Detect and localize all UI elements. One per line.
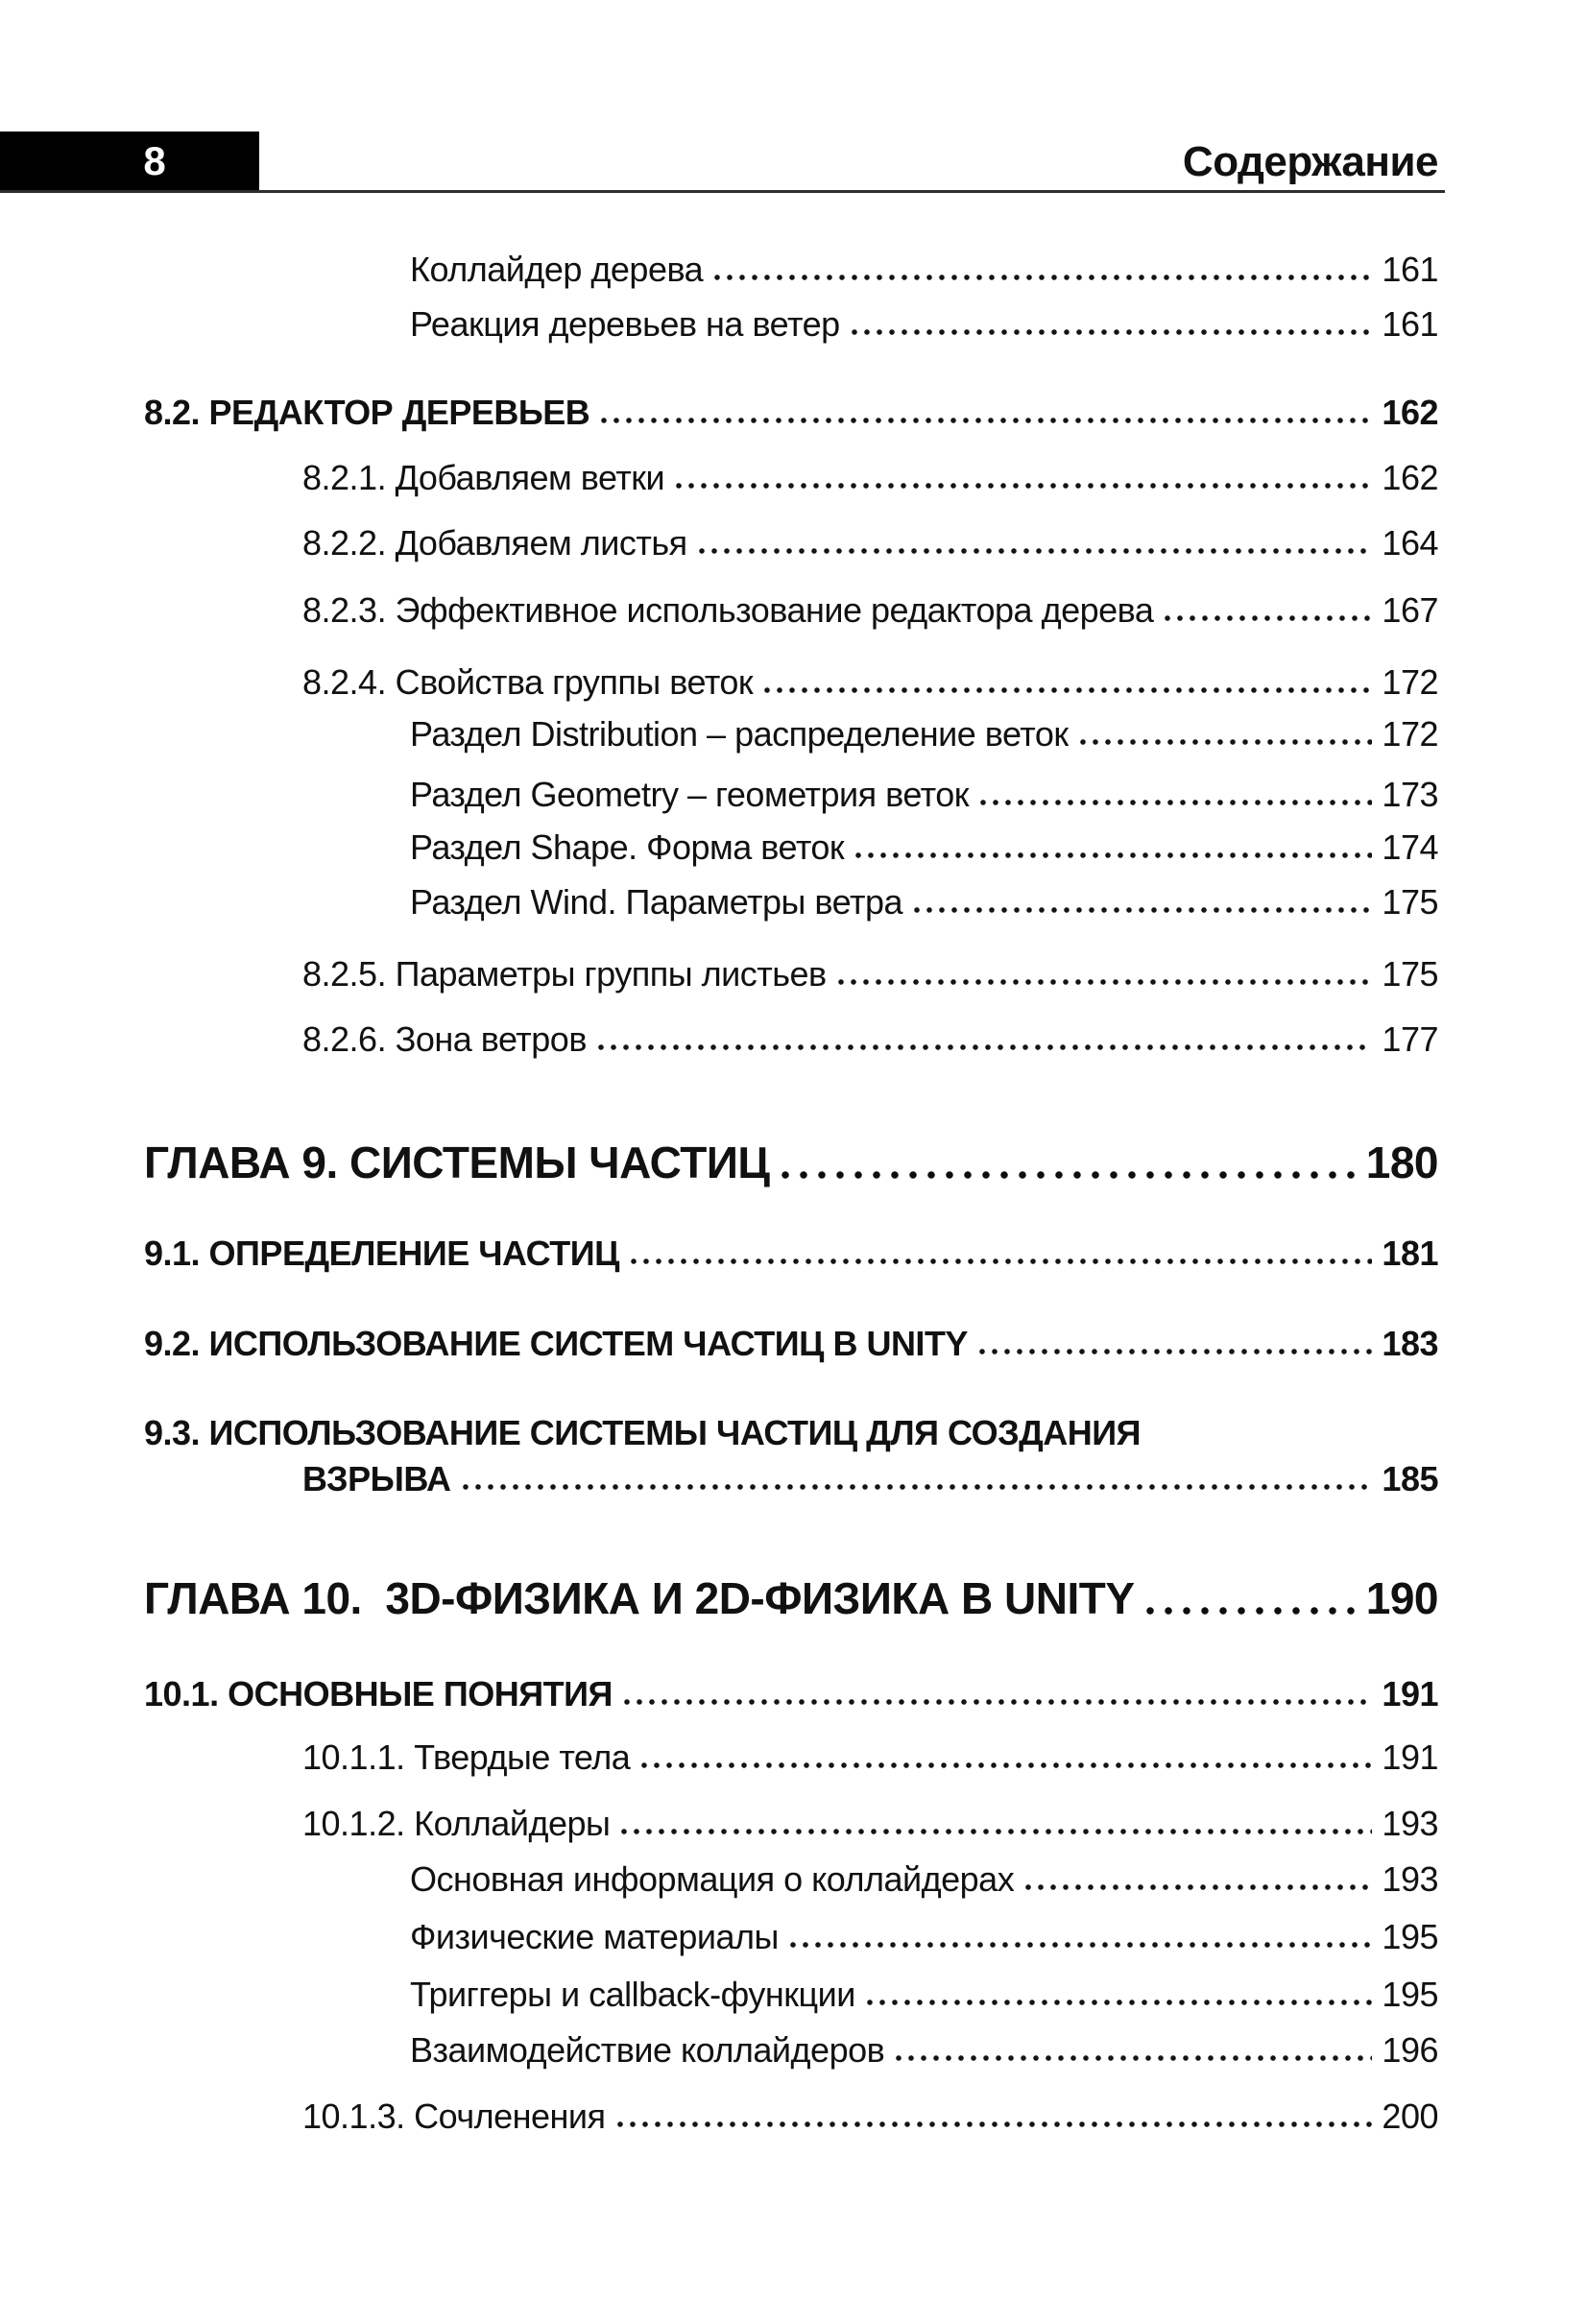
toc-entry-page: 191 (1382, 1674, 1438, 1713)
toc-entry-label: 9.1. ОПРЕДЕЛЕНИЕ ЧАСТИЦ (144, 1234, 619, 1273)
toc-entry (302, 954, 1438, 994)
toc-entry-label: 9.3. ИСПОЛЬЗОВАНИЕ СИСТЕМЫ ЧАСТИЦ ДЛЯ СОЗДАНИЯ (144, 1413, 1142, 1452)
toc-entry-page: 196 (1382, 2030, 1438, 2070)
dot-leader (714, 275, 1372, 280)
toc-entry (144, 1573, 1438, 1624)
dot-leader (463, 1484, 1373, 1490)
toc-entry-page: 172 (1382, 662, 1438, 702)
dot-leader (699, 548, 1373, 554)
toc-entry-label: ГЛАВА 10. 3D-ФИЗИКА И 2D-ФИЗИКА В UNITY (144, 1573, 1135, 1623)
toc-entry-label: Раздел Distribution – распределение веток (410, 714, 1069, 754)
dot-leader (852, 329, 1373, 335)
toc-entry-page: 161 (1382, 250, 1438, 289)
toc-entry-label: ВЗРЫВА (302, 1459, 451, 1498)
toc-entry-page: 173 (1382, 775, 1438, 814)
toc-entry-label: 8.2.6. Зона ветров (302, 1019, 587, 1059)
toc-entry (144, 1234, 1438, 1273)
toc-entry-page: 193 (1382, 1859, 1438, 1899)
toc-entry-page: 193 (1382, 1804, 1438, 1843)
toc-entry (302, 458, 1438, 497)
toc-entry-label: 10.1.2. Коллайдеры (302, 1804, 611, 1843)
contents-title: Содержание (1182, 138, 1438, 185)
toc-entry (410, 882, 1438, 922)
toc-entry-page: 175 (1382, 954, 1438, 994)
toc-entry-label: Физические материалы (410, 1917, 779, 1956)
toc-entry (144, 393, 1438, 432)
toc-entry-label: Раздел Wind. Параметры ветра (410, 882, 902, 922)
toc-entry-page: 167 (1382, 590, 1438, 630)
toc-entry-label: Раздел Shape. Форма веток (410, 827, 845, 867)
toc-entry (302, 523, 1438, 563)
header-rule (0, 190, 1445, 193)
toc-entry (302, 1459, 1438, 1498)
toc-entry (302, 590, 1438, 630)
dot-leader (624, 1699, 1373, 1705)
toc-entry-page: 200 (1382, 2096, 1438, 2136)
dot-leader (979, 1349, 1372, 1354)
toc-entry (410, 1859, 1438, 1899)
dot-leader (867, 2000, 1373, 2005)
toc-entry-page: 162 (1382, 393, 1438, 432)
toc-entry (302, 1737, 1438, 1777)
dot-leader (1165, 615, 1372, 621)
dot-leader (598, 1044, 1372, 1050)
toc-entry-label: 8.2.3. Эффективное использование редактора дерева (302, 590, 1154, 630)
toc-entry (144, 1324, 1438, 1363)
toc-entry-label: 10.1.3. Сочленения (302, 2096, 606, 2136)
dot-leader (838, 979, 1373, 985)
toc-entry (410, 714, 1438, 754)
toc-entry-page: 174 (1382, 827, 1438, 867)
dot-leader (790, 1942, 1373, 1948)
toc-entry-label: 10.1. ОСНОВНЫЕ ПОНЯТИЯ (144, 1674, 613, 1713)
toc-entry-page: 181 (1382, 1234, 1438, 1273)
dot-leader (1080, 739, 1373, 745)
page-number-box (0, 132, 259, 190)
toc-entry-page: 164 (1382, 523, 1438, 563)
toc-entry-page: 161 (1382, 304, 1438, 344)
toc-entry-page: 180 (1365, 1138, 1438, 1187)
dot-leader (641, 1762, 1372, 1768)
toc-entry (410, 827, 1438, 867)
toc-entry-page: 190 (1365, 1573, 1438, 1623)
toc-entry (302, 1804, 1438, 1843)
toc-entry-page: 177 (1382, 1019, 1438, 1059)
toc-entry (144, 1413, 1438, 1452)
toc-entry-label: 10.1.1. Твердые тела (302, 1737, 631, 1777)
dot-leader (617, 2121, 1373, 2127)
toc-entry-page: 162 (1382, 458, 1438, 497)
dot-leader (980, 800, 1372, 805)
toc-entry (410, 1975, 1438, 2014)
dot-leader (631, 1258, 1372, 1264)
toc-entry-label: Коллайдер дерева (410, 250, 704, 289)
dot-leader (914, 907, 1372, 913)
dot-leader (676, 483, 1372, 489)
toc-entry (144, 1138, 1438, 1188)
dot-leader (1146, 1607, 1357, 1615)
dot-leader (855, 852, 1372, 858)
toc-entry (302, 662, 1438, 702)
toc-entry-label: 8.2.5. Параметры группы листьев (302, 954, 827, 994)
toc-entry-page: 183 (1382, 1324, 1438, 1363)
toc-entry (410, 250, 1438, 289)
dot-leader (896, 2055, 1372, 2061)
dot-leader (1025, 1884, 1372, 1890)
toc-entry-page: 195 (1382, 1975, 1438, 2014)
toc-entry-label: Взаимодействие коллайдеров (410, 2030, 885, 2070)
dot-leader (764, 687, 1372, 693)
toc-entry (302, 1019, 1438, 1059)
toc-entry-label: Основная информация о коллайдерах (410, 1859, 1015, 1899)
toc-entry (410, 1917, 1438, 1956)
toc-entry-page: 195 (1382, 1917, 1438, 1956)
toc-entry (410, 775, 1438, 814)
toc-entry-label: Реакция деревьев на ветер (410, 304, 840, 344)
dot-leader (601, 418, 1372, 423)
page-number: 8 (143, 137, 166, 183)
toc-entry-label: 8.2. РЕДАКТОР ДЕРЕВЬЕВ (144, 393, 590, 432)
toc-entry-label: Триггеры и callback-функции (410, 1975, 855, 2014)
dot-leader (621, 1829, 1372, 1834)
toc-entry (302, 2096, 1438, 2136)
toc-entry-page: 191 (1382, 1737, 1438, 1777)
toc-entry-label: 8.2.4. Свойства группы веток (302, 662, 754, 702)
toc-entry-label: 8.2.2. Добавляем листья (302, 523, 687, 563)
toc-entry (144, 1674, 1438, 1713)
toc-entry-label: 8.2.1. Добавляем ветки (302, 458, 665, 497)
toc-entry-label: ГЛАВА 9. СИСТЕМЫ ЧАСТИЦ (144, 1138, 770, 1187)
toc-entry-page: 185 (1382, 1459, 1438, 1498)
toc-entry-page: 172 (1382, 714, 1438, 754)
toc-entry-label: 9.2. ИСПОЛЬЗОВАНИЕ СИСТЕМ ЧАСТИЦ В UNITY (144, 1324, 968, 1363)
toc-entry (410, 2030, 1438, 2070)
dot-leader (781, 1171, 1357, 1179)
toc-entry-label: Раздел Geometry – геометрия веток (410, 775, 970, 814)
toc-entry-page: 175 (1382, 882, 1438, 922)
toc-entry (410, 304, 1438, 344)
